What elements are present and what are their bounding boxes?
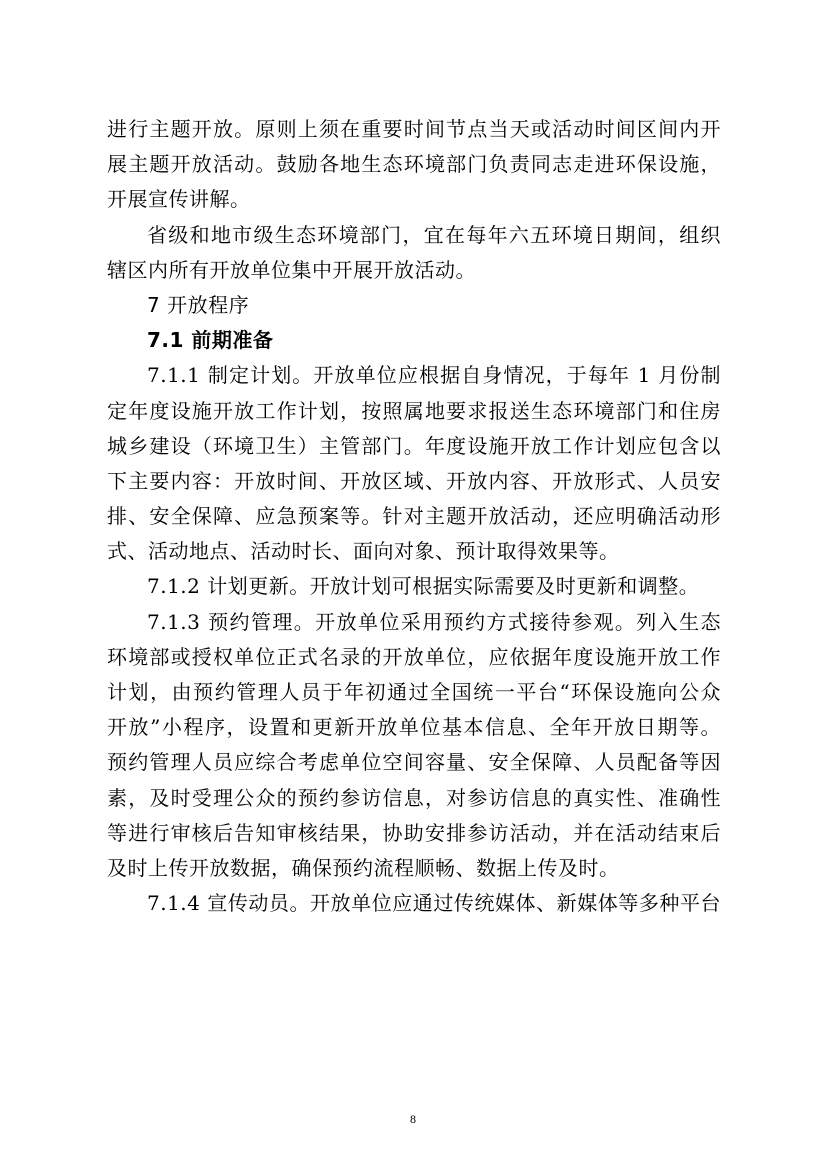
text-line: 辖区内所有开放单位集中开展开放活动。: [107, 257, 476, 282]
text-line: 下主要内容：开放时间、开放区域、开放内容、开放形式、人员安: [107, 468, 721, 493]
text-line: 7.1.1 制定计划。开放单位应根据自身情况，于每年 1 月份制: [147, 363, 721, 388]
clause-7-1-4: [107, 886, 721, 921]
clause-7-1-2: [107, 569, 721, 604]
text-line: 排、安全保障、应急预案等。针对主题开放活动，还应明确活动形: [107, 504, 721, 529]
text-line: 开放”小程序，设置和更新开放单位基本信息、全年开放日期等。: [107, 715, 721, 740]
text-line: 等进行审核后告知审核结果，协助安排参访活动，并在活动结束后: [107, 820, 721, 845]
text-line: 素，及时受理公众的预约参访信息，对参访信息的真实性、准确性: [107, 785, 721, 810]
text-line: 展主题开放活动。鼓励各地生态环境部门负责同志走进环保设施，: [107, 152, 721, 177]
text-line: 定年度设施开放工作计划，按照属地要求报送生态环境部门和住房: [107, 398, 721, 423]
clause-7-1-3: [107, 605, 721, 887]
page-body: [107, 112, 721, 921]
text-line: 预约管理人员应综合考虑单位空间容量、安全保障、人员配备等因: [107, 750, 721, 775]
text-line: 7.1.4 宣传动员。开放单位应通过传统媒体、新媒体等多种平台: [147, 891, 721, 916]
text-line: 进行主题开放。原则上须在重要时间节点当天或活动时间区间内开: [107, 117, 721, 141]
text-line: 7.1.2 计划更新。开放计划可根据实际需要及时更新和调整。: [147, 574, 700, 599]
text-line: 及时上传开放数据，确保预约流程顺畅、数据上传及时。: [107, 855, 620, 880]
page-number: 8: [410, 1112, 416, 1126]
text-line: 城乡建设（环境卫生）主管部门。年度设施开放工作计划应包含以: [107, 433, 721, 458]
text-line: 开展宣传讲解。: [107, 187, 251, 212]
clause-7-1-1: [107, 358, 721, 569]
text-line: 计划，由预约管理人员于年初通过全国统一平台“环保设施向公众: [107, 680, 721, 704]
text-line: 省级和地市级生态环境部门，宜在每年六五环境日期间，组织: [147, 222, 721, 247]
text-line: 7.1.3 预约管理。开放单位采用预约方式接待参观。列入生态: [147, 609, 721, 634]
text-line: 式、活动地点、活动时长、面向对象、预计取得效果等。: [107, 539, 620, 564]
text-line: 环境部或授权单位正式名录的开放单位，应依据年度设施开放工作: [107, 644, 721, 669]
paragraph-intro-continued: [107, 112, 721, 218]
paragraph-provincial: [107, 218, 721, 288]
section-heading-7-1: 7.1 前期准备: [147, 328, 274, 353]
section-heading-7: 7 开放程序: [147, 292, 250, 317]
